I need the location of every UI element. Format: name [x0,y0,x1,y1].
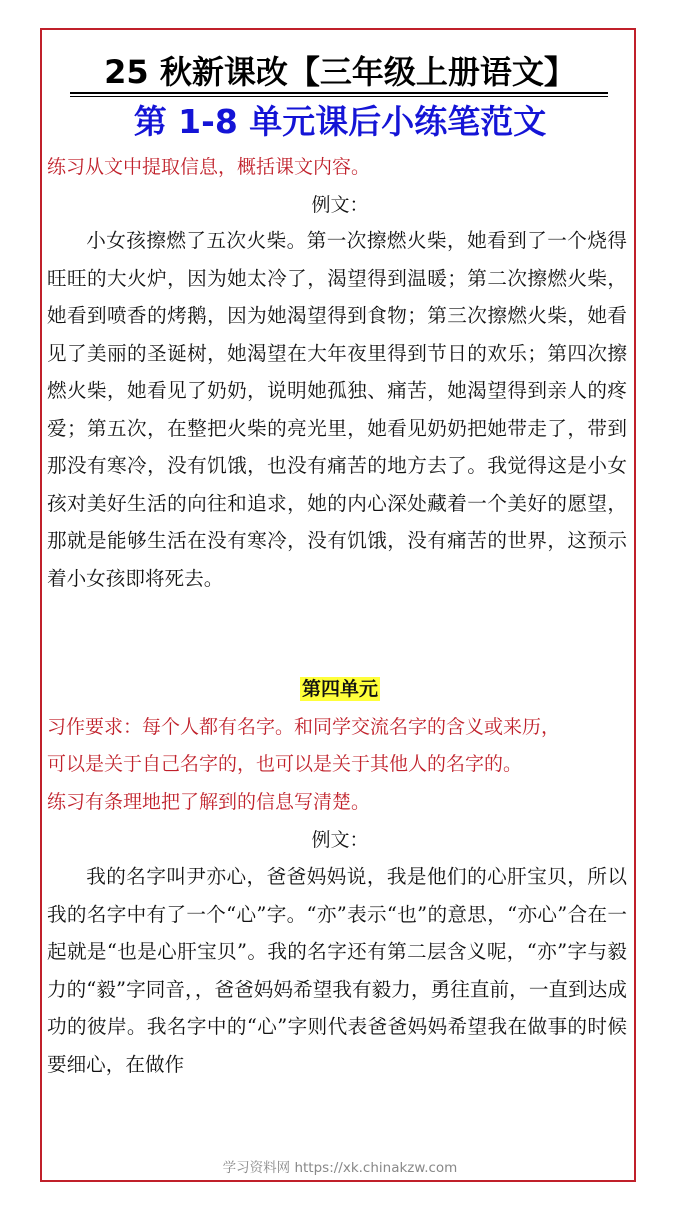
section1-essay: 小女孩擦燃了五次火柴。第一次擦燃火柴，她看到了一个烧得旺旺的大火炉，因为她太冷了，渴望得到温暖；第二次擦燃火柴，她看到喷香的烤鹅，因为她渴望得到食物；第三次擦燃火柴，她看见了美丽的圣诞树，她渴望在大年夜里得到节日的欢乐；第四次擦燃火柴，她看见了奶奶，说明她孤独、痛苦，她渴望得到亲人的疼爱；第五次，在整把火柴的亮光里，她看见奶奶把她带走了，带到那没有寒冷，没有饥饿，也没有痛苦的地方去了。我觉得这是小女孩对美好生活的向往和追求，她的内心深处藏着一个美好的愿望，那就是能够生活在没有寒冷，没有饥饿，没有痛苦的世界，这预示着小女孩即将死去。 [47,229,627,590]
section1-task: 练习从文中提取信息，概括课文内容。 [47,156,371,178]
page-title: 25 秋新课改【三年级上册语文】 [104,53,576,91]
section2-essay: 我的名字叫尹亦心，爸爸妈妈说，我是他们的心肝宝贝，所以我的名字中有了一个“心”字。“亦”表示“也”的意思，“亦心”合在一起就是“也是心肝宝贝”。我的名字还有第二层含义呢，“亦”字与毅力的“毅”字同音，，爸爸妈妈希望我有毅力，勇往直前，一直到达成功的彼岸。我名字中的“心”字则代表爸爸妈妈希望我在做事的时候要细心，在做作 [47,865,627,1076]
title-underline-thick [70,92,608,94]
title-underline-thin [70,96,608,97]
section2-requirement-line2: 可以是关于自己名字的，也可以是关于其他人的名字的。 [47,753,523,775]
unit-label-wrapper [40,674,640,704]
section1-example-label: 例文： [311,194,369,216]
section2-task: 练习有条理地把了解到的信息写清楚。 [47,791,371,813]
section2-example-label: 例文： [311,829,369,851]
unit-label: 第四单元 [301,678,378,700]
section2-requirement-line1: 习作要求：每个人都有名字。和同学交流名字的含义或来历， [47,716,561,738]
footer-watermark: 学习资料网 https://xk.chinakzw.com [222,1160,458,1176]
page-subtitle: 第 1-8 单元课后小练笔范文 [133,102,547,141]
